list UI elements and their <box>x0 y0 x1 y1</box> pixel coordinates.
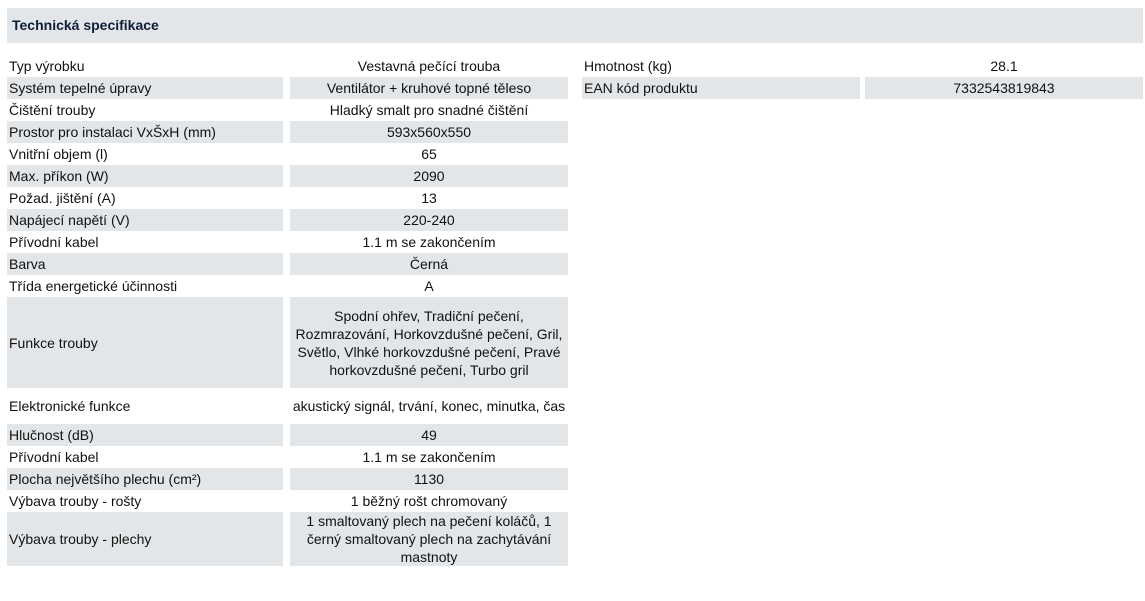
spec-row <box>7 297 568 388</box>
spec-value: 1.1 m se zakončením <box>362 234 496 250</box>
spec-label: Elektronické funkce <box>9 398 131 414</box>
spec-row <box>7 77 568 99</box>
spec-row <box>7 55 568 77</box>
spec-row <box>7 209 568 231</box>
spec-row <box>7 446 568 468</box>
spec-row <box>7 490 568 512</box>
spec-label: Výbava trouby - plechy <box>7 512 283 566</box>
spec-value: akustický signál, trvání, konec, minutka, čas <box>292 398 566 414</box>
spec-value: Vestavná pečící trouba <box>357 58 501 74</box>
spec-label: Napájecí napětí (V) <box>7 209 283 231</box>
spec-value: Spodní ohřev, Tradiční pečení, Rozmrazování, Horkovzdušné pečení, Gril, Světlo, Vlhké horkovzdušné pečení, Pravé horkovzdušné pečení, Turbo gril <box>290 297 568 388</box>
spec-value: 1.1 m se zakončením <box>362 449 496 465</box>
spec-row <box>7 165 568 187</box>
spec-row <box>7 424 568 446</box>
spec-value: 28.1 <box>990 58 1018 74</box>
spec-label: Třída energetické účinnosti <box>9 278 178 294</box>
spec-row <box>7 512 568 566</box>
spec-table-left <box>7 55 568 566</box>
spec-label: Plocha největšího plechu (cm²) <box>7 468 283 490</box>
spec-value: 1 běžný rošt chromovaný <box>350 493 508 509</box>
spec-label: Funkce trouby <box>7 297 283 388</box>
spec-value: 1130 <box>290 468 568 490</box>
spec-label: Hmotnost (kg) <box>584 58 672 74</box>
spec-value: 220-240 <box>290 209 568 231</box>
spec-row <box>7 231 568 253</box>
spec-label: Čištění trouby <box>9 102 96 118</box>
spec-value: Hladký smalt pro snadné čištění <box>329 102 529 118</box>
spec-label: Požad. jištění (A) <box>9 190 116 206</box>
spec-label: Vnitřní objem (l) <box>9 146 108 162</box>
spec-value: 7332543819843 <box>865 77 1143 99</box>
spec-row <box>7 275 568 297</box>
spec-value: Černá <box>290 253 568 275</box>
spec-value: 65 <box>421 146 437 162</box>
spec-label: Hlučnost (dB) <box>7 424 283 446</box>
spec-value: 2090 <box>290 165 568 187</box>
spec-row <box>7 253 568 275</box>
spec-label: Přívodní kabel <box>9 234 99 250</box>
spec-label: Max. příkon (W) <box>7 165 283 187</box>
spec-row <box>7 187 568 209</box>
section-header <box>7 8 1143 43</box>
spec-label: Přívodní kabel <box>9 449 99 465</box>
spec-table-right <box>582 55 1143 99</box>
spec-label: Výbava trouby - rošty <box>9 493 142 509</box>
spec-value: A <box>424 278 434 294</box>
spec-row <box>7 388 568 424</box>
spec-label: Systém tepelné úpravy <box>7 77 283 99</box>
spec-row <box>7 99 568 121</box>
spec-row <box>7 121 568 143</box>
spec-row <box>7 143 568 165</box>
spec-row <box>582 77 1143 99</box>
spec-label: Prostor pro instalaci VxŠxH (mm) <box>7 121 283 143</box>
spec-row <box>7 468 568 490</box>
spec-label: Typ výrobku <box>9 58 85 74</box>
spec-row <box>582 55 1143 77</box>
spec-value: Ventilátor + kruhové topné těleso <box>290 77 568 99</box>
spec-value: 1 smaltovaný plech na pečení koláčů, 1 černý smaltovaný plech na zachytávání mastnoty <box>290 512 568 566</box>
spec-value: 13 <box>421 190 437 206</box>
spec-value: 49 <box>290 424 568 446</box>
section-title: Technická specifikace <box>12 17 159 33</box>
spec-value: 593x560x550 <box>290 121 568 143</box>
spec-label: Barva <box>7 253 283 275</box>
spec-label: EAN kód produktu <box>582 77 860 99</box>
